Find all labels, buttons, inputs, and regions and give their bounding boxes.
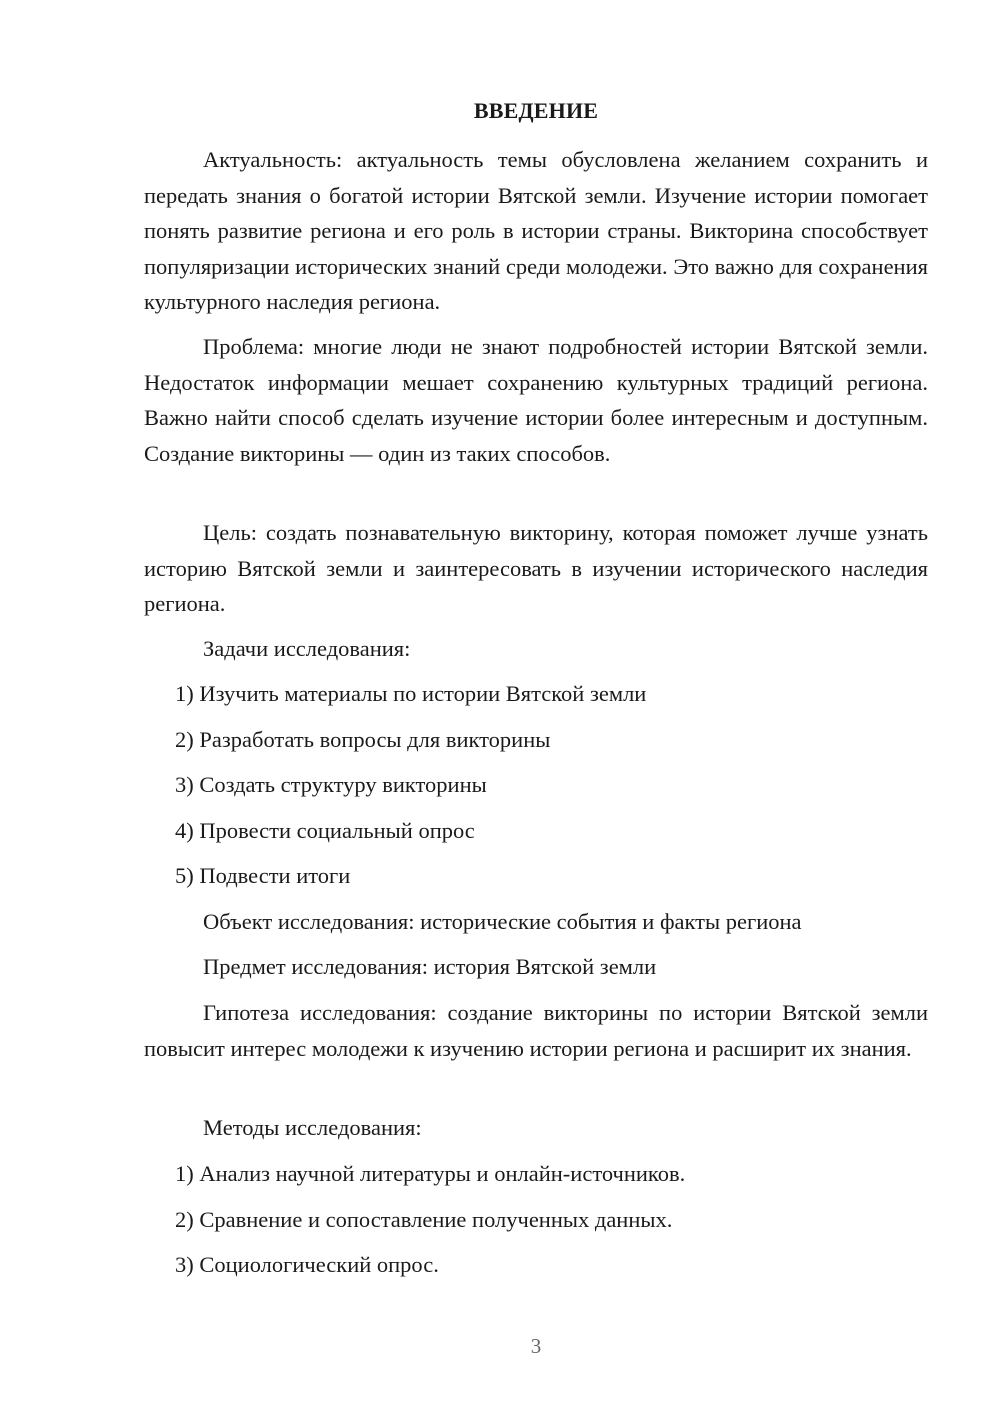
- subject-section: [144, 949, 928, 985]
- list-item: 4) Провести социальный опрос: [175, 817, 475, 843]
- list-item: 2) Разработать вопросы для викторины: [175, 726, 551, 752]
- relevance-paragraph: Актуальность: актуальность темы обусловлена желанием сохранить и передать знания о богатой истории Вятской земли. Изучение истории помогает понять развитие региона и его роль в истории страны. Викторина способствует популяризации исторических знаний среди молодежи. Это важно для сохранения культурного наследия региона.: [144, 147, 928, 314]
- object-paragraph: Объект исследования: исторические события и факты региона: [203, 909, 802, 934]
- page-title: ВВЕДЕНИЕ: [473, 98, 599, 123]
- problem-section: [144, 329, 928, 471]
- methods-heading: Методы исследования:: [203, 1115, 422, 1140]
- tasks-list: [144, 676, 928, 894]
- goal-paragraph: Цель: создать познавательную викторину, которая поможет лучше узнать историю Вятской земли и заинтересовать в изучении исторического наследия региона.: [144, 520, 928, 616]
- tasks-heading-block: [144, 631, 928, 667]
- list-item: 1) Изучить материалы по истории Вятской земли: [175, 681, 647, 706]
- list-item: 2) Сравнение и сопоставление полученных данных.: [175, 1206, 673, 1232]
- relevance-section: [144, 142, 928, 320]
- list-item: 5) Подвести итоги: [175, 863, 351, 888]
- object-section: [144, 904, 928, 940]
- subject-paragraph: Предмет исследования: история Вятской земли: [203, 954, 657, 979]
- problem-paragraph: Проблема: многие люди не знают подробностей истории Вятской земли. Недостаток информации мешает сохранению культурных традиций региона. Важно найти способ сделать изучение истории более интересным и доступным. Создание викторины — один из таких способов.: [144, 334, 928, 466]
- methods-list: [144, 1156, 928, 1283]
- methods-heading-block: [144, 1110, 928, 1146]
- hypothesis-paragraph: Гипотеза исследования: создание викторины по истории Вятской земли повысит интерес молодежи к изучению истории региона и расширит их знания.: [144, 1000, 928, 1061]
- hypothesis-section: [144, 995, 928, 1066]
- page-number: 3: [530, 1334, 542, 1358]
- list-item: 3) Создать структуру викторины: [175, 772, 487, 797]
- list-item: 3) Социологический опрос.: [175, 1252, 439, 1277]
- tasks-heading: Задачи исследования:: [203, 636, 411, 661]
- list-item: 1) Анализ научной литературы и онлайн-источников.: [175, 1161, 686, 1186]
- goal-section: [144, 515, 928, 622]
